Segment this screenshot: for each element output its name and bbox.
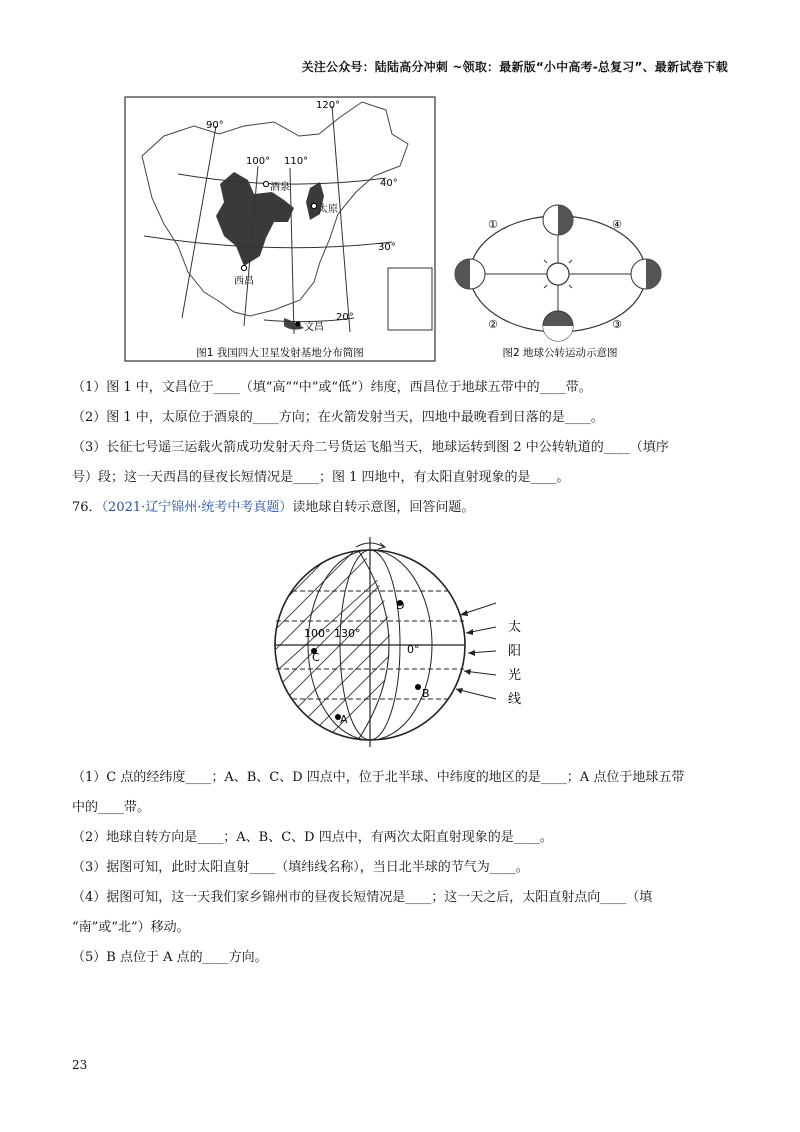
- lon-label-90: 90°: [206, 120, 224, 131]
- page-header: 关注公众号：陆陆高分冲刺 ~领取：最新版“小中高考-总复习”、最新试卷下载: [301, 60, 728, 74]
- q76-line-5: （4）据图可知，这一天我们家乡锦州市的昼夜长短情况是____；这一天之后，太阳直射点向____（填: [72, 890, 653, 905]
- earth-bottom-icon: [543, 311, 573, 341]
- lon-label-120: 120°: [316, 100, 341, 111]
- lon-label-110: 110°: [284, 156, 309, 167]
- page-number: 23: [72, 1058, 88, 1072]
- figure1-map: [124, 96, 436, 362]
- q76-heading: [72, 500, 474, 516]
- q75-line-2: （2）图 1 中，太原位于酒泉的____方向；在火箭发射当天，四地中最晚看到日落的是____。: [72, 410, 604, 425]
- sunlight-char-2: 阳: [508, 644, 522, 659]
- lat-label-20: 20°: [336, 312, 354, 323]
- q75-line-4: 号）段；这一天西昌的昼夜长短情况是____；图 1 四地中，有太阳直射现象的是____。: [72, 470, 570, 485]
- figure2-caption: 图2 地球公转运动示意图: [502, 347, 618, 359]
- lat-label-40: 40°: [380, 178, 398, 189]
- q76-stem: 读地球自转示意图，回答问题。: [292, 500, 475, 515]
- q76-line-4: （3）据图可知，此时太阳直射____（填纬线名称），当日北半球的节气为____。: [72, 860, 529, 875]
- sunlight-char-1: 太: [508, 620, 522, 635]
- segment-label-3: ③: [612, 318, 622, 331]
- site-xichang-dot: [241, 265, 246, 270]
- night-hatch: [270, 535, 450, 750]
- q75-line-1: （1）图 1 中，文昌位于____（填“高”“中”或“低”）纬度，西昌位于地球五带中的____带。: [72, 380, 592, 395]
- figure1-caption: 图1 我国四大卫星发射基地分布简图: [196, 347, 364, 359]
- site-label-taiyuan: 太原: [318, 204, 338, 215]
- site-wenchang-dot: [295, 321, 300, 326]
- lon-label-130e: 130°: [334, 627, 361, 640]
- point-b-dot: [415, 684, 421, 690]
- earth-left-icon: [455, 259, 485, 289]
- segment-label-4: ④: [612, 218, 622, 231]
- sunlight-char-3: 光: [508, 668, 522, 683]
- sunlight-char-4: 线: [508, 692, 522, 707]
- figure2-revolution: [440, 196, 680, 366]
- lat-label-30: 30°: [378, 242, 396, 253]
- segment-label-2: ②: [488, 318, 498, 331]
- q76-line-6: “南”或“北”）移动。: [72, 920, 190, 935]
- point-b-label: B: [422, 687, 430, 700]
- q76-line-2: 中的____带。: [72, 800, 151, 815]
- q76-source: （2021·辽宁锦州·统考中考真题）: [101, 500, 293, 515]
- earth-top-icon: [543, 205, 573, 235]
- q76-line-7: （5）B 点位于 A 点的____方向。: [72, 950, 268, 965]
- point-c-label: C: [312, 651, 320, 664]
- lon-label-0: 0°: [407, 643, 420, 656]
- site-label-wenchang: 文昌: [304, 322, 324, 333]
- q76-line-1: （1）C 点的经纬度____；A、B、C、D 四点中，位于北半球、中纬度的地区的是____；A 点位于地球五带: [72, 770, 685, 785]
- q76-number: 76．: [72, 500, 102, 515]
- lon-label-100e: 100°: [304, 627, 331, 640]
- segment-label-1: ①: [488, 218, 498, 231]
- q75-line-3: （3）长征七号遥三运载火箭成功发射天舟二号货运飞船当天，地球运转到图 2 中公转轨道的____（填序: [72, 440, 669, 455]
- point-a-label: A: [340, 713, 348, 726]
- sun-icon: [547, 263, 569, 285]
- site-jiuquan-dot: [263, 181, 268, 186]
- sunlight-arrows: [456, 603, 496, 699]
- figure3-rotation: [270, 535, 540, 750]
- site-label-xichang: 西昌: [234, 276, 254, 287]
- site-taiyuan-dot: [311, 203, 316, 208]
- q76-line-3: （2）地球自转方向是____；A、B、C、D 四点中，有两次太阳直射现象的是____。: [72, 830, 553, 845]
- lon-label-100: 100°: [246, 156, 271, 167]
- point-d-label: D: [396, 599, 405, 612]
- site-label-jiuquan: 酒泉: [270, 182, 290, 193]
- earth-right-icon: [631, 259, 661, 289]
